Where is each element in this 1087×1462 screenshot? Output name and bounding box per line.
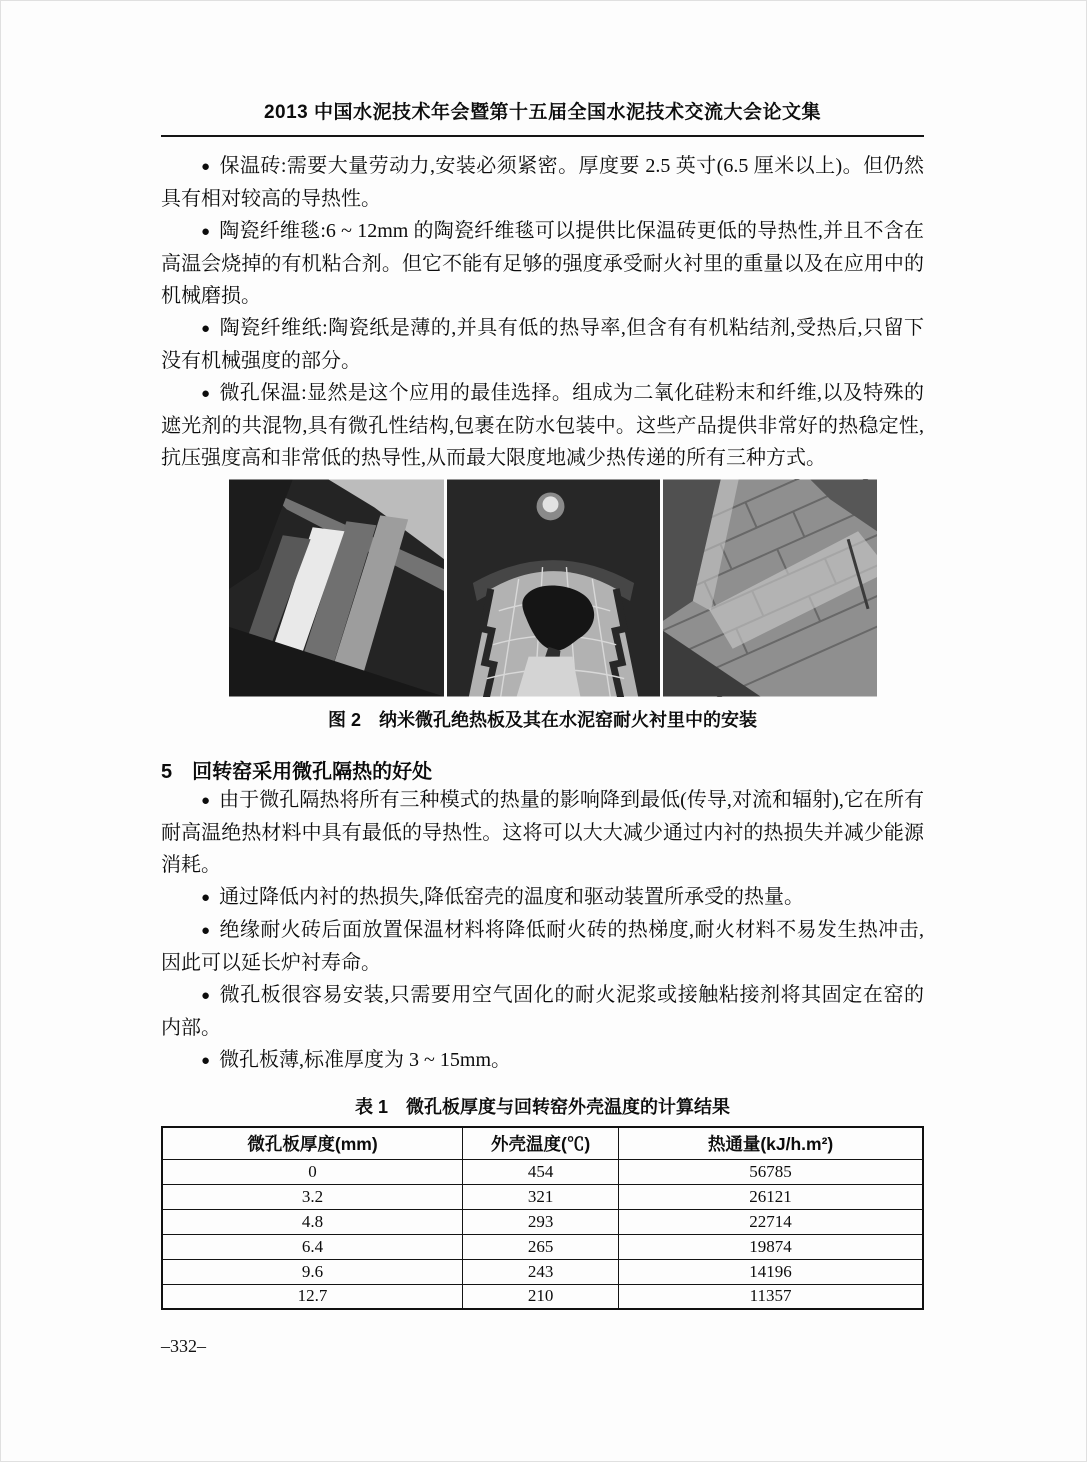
cell-thickness: 4.8 (162, 1209, 463, 1234)
cell-temperature: 454 (463, 1159, 619, 1184)
cell-temperature: 321 (463, 1184, 619, 1209)
bullet-icon: ● (201, 923, 211, 939)
table-row (162, 1284, 923, 1309)
table-caption-text: 微孔板厚度与回转窑外壳温度的计算结果 (406, 1097, 730, 1117)
bullet-icon: ● (201, 793, 211, 809)
bullet-icon: ● (201, 890, 211, 906)
figure-photo-kiln-interior (447, 479, 660, 697)
paragraph-text: 陶瓷纤维纸:陶瓷纸是薄的,并具有低的热导率,但含有有机粘结剂,受热后,只留下没有机械强度的部分。 (161, 317, 924, 372)
cell-thickness: 9.6 (162, 1259, 463, 1284)
cell-heat-flux: 26121 (619, 1184, 923, 1209)
bullet-icon: ● (201, 321, 211, 337)
table-caption (161, 1093, 924, 1119)
benefit-lowest-conductivity (161, 784, 924, 881)
paragraph-text: 通过降低内衬的热损失,降低窑壳的温度和驱动装置所承受的热量。 (219, 886, 805, 908)
figure-2-photos (229, 479, 877, 697)
results-table (161, 1126, 924, 1310)
section-heading (161, 755, 924, 784)
paragraph-microporous-insulation (161, 377, 924, 474)
benefit-lower-thermal-gradient (161, 914, 924, 979)
cell-temperature: 293 (463, 1209, 619, 1234)
figure-caption-text: 纳米微孔绝热板及其在水泥窑耐火衬里中的安装 (379, 710, 757, 730)
cell-thickness: 3.2 (162, 1184, 463, 1209)
paragraph-text: 微孔板很容易安装,只需要用空气固化的耐火泥浆或接触粘接剂将其固定在窑的内部。 (161, 984, 925, 1039)
section-title: 回转窑采用微孔隔热的好处 (192, 761, 433, 783)
paragraph-text: 陶瓷纤维毯:6 ~ 12mm 的陶瓷纤维毯可以提供比保温砖更低的导热性,并且不含在高温会烧掉的有机粘合剂。但它不能有足够的强度承受耐火衬里的重量以及在应用中的机械磨损。 (161, 220, 924, 307)
figure-photo-insulation-boards (229, 479, 444, 697)
cell-heat-flux: 11357 (619, 1284, 923, 1309)
cell-heat-flux: 14196 (619, 1259, 923, 1284)
cell-temperature: 265 (463, 1234, 619, 1259)
paragraph-text: 由于微孔隔热将所有三种模式的热量的影响降到最低(传导,对流和辐射),它在所有耐高温绝热材料中具有最低的导热性。这将可以大大减少通过内衬的热损失并减少能源消耗。 (161, 789, 924, 876)
bullet-icon: ● (201, 159, 211, 175)
bullet-icon: ● (201, 1053, 211, 1069)
header-shell-temperature: 外壳温度(℃) (463, 1127, 619, 1159)
figure-caption (161, 706, 924, 732)
paragraph-text: 微孔保温:显然是这个应用的最佳选择。组成为二氧化硅粉末和纤维,以及特殊的遮光剂的共混物,具有微孔性结构,包裹在防水包装中。这些产品提供非常好的热稳定性,抗压强度高和非常低的热导性,从而最大限度地减少热传递的所有三种方式。 (161, 382, 925, 469)
benefit-easy-installation (161, 979, 924, 1044)
cell-temperature: 243 (463, 1259, 619, 1284)
paragraph-insulating-brick (161, 150, 924, 215)
figure-photo-brick-lining (663, 479, 877, 697)
cell-thickness: 12.7 (162, 1284, 463, 1309)
cell-heat-flux: 22714 (619, 1209, 923, 1234)
section-bullets (161, 784, 924, 1077)
table-row (162, 1259, 923, 1284)
header-thickness: 微孔板厚度(mm) (162, 1127, 463, 1159)
table-row (162, 1184, 923, 1209)
paragraph-ceramic-fiber-paper (161, 312, 924, 377)
table-row (162, 1209, 923, 1234)
table-label: 表 1 (354, 1097, 388, 1117)
page-number: –332– (161, 1336, 206, 1356)
table-row (162, 1234, 923, 1259)
bullet-icon: ● (201, 988, 211, 1004)
paragraph-text: 绝缘耐火砖后面放置保温材料将降低耐火砖的热梯度,耐火材料不易发生热冲击,因此可以延长炉衬寿命。 (161, 919, 925, 974)
cell-heat-flux: 56785 (619, 1159, 923, 1184)
bullet-icon: ● (201, 386, 211, 402)
figure-label: 图 2 (327, 710, 361, 730)
paragraph-text: 微孔板薄,标准厚度为 3 ~ 15mm。 (219, 1049, 511, 1071)
cell-heat-flux: 19874 (619, 1234, 923, 1259)
header-rule (161, 135, 924, 137)
header-heat-flux: 热通量(kJ/h.m²) (619, 1127, 923, 1159)
benefit-thin-board (161, 1044, 924, 1077)
table-row (162, 1159, 923, 1184)
paragraph-text: 保温砖:需要大量劳动力,安装必须紧密。厚度要 2.5 英寸(6.5 厘米以上)。但仍然具有相对较高的导热性。 (161, 155, 924, 210)
body-text (161, 150, 924, 474)
benefit-lower-shell-temperature (161, 881, 924, 914)
bullet-icon: ● (201, 224, 211, 240)
table-header-row (162, 1127, 923, 1159)
running-head-title: 2013 中国水泥技术年会暨第十五届全国水泥技术交流大会论文集 (263, 102, 822, 123)
paragraph-ceramic-fiber-blanket (161, 215, 924, 312)
section-number: 5 (161, 761, 173, 783)
cell-thickness: 6.4 (162, 1234, 463, 1259)
cell-thickness: 0 (162, 1159, 463, 1184)
cell-temperature: 210 (463, 1284, 619, 1309)
